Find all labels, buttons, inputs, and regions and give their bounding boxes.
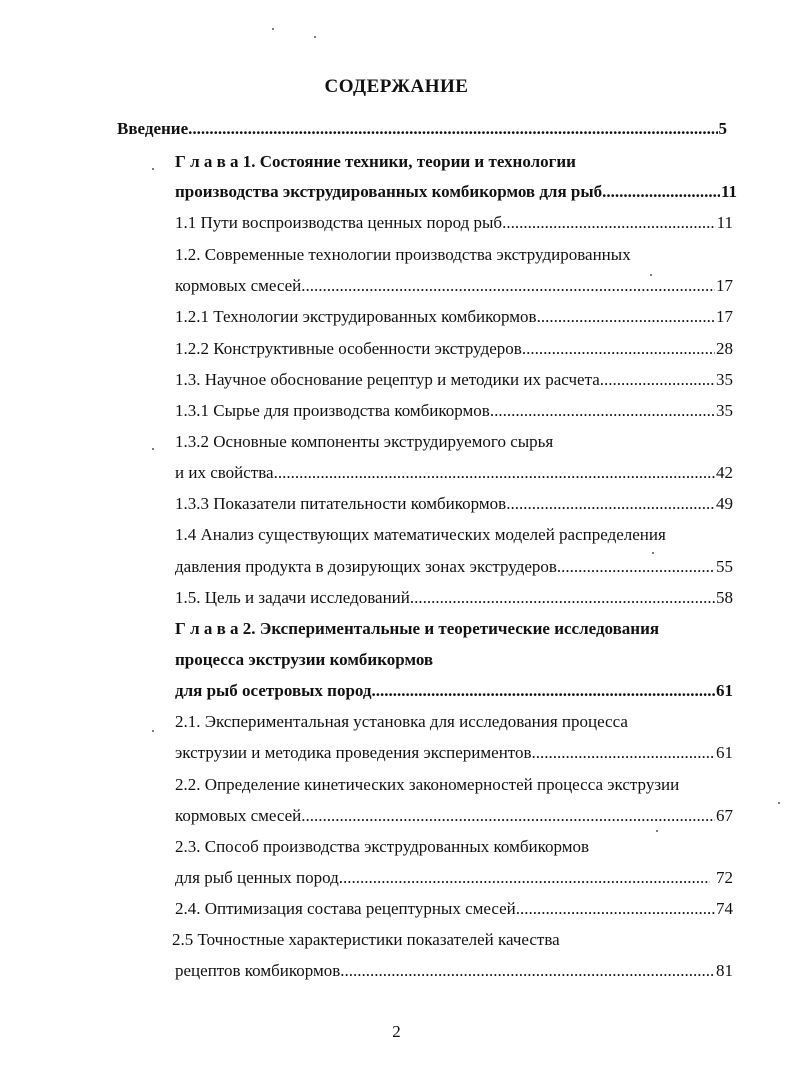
toc-entry-introduction	[117, 117, 727, 141]
scan-speck	[272, 28, 274, 30]
toc-entry-text: 1.3.2 Основные компоненты экструдируемого сырья	[175, 432, 554, 451]
toc-entry-2-2-cont	[175, 804, 733, 828]
toc-leader-dots	[516, 897, 715, 921]
toc-page-number: 81	[716, 961, 733, 980]
toc-entry-text: рецептов комбикормов	[175, 961, 341, 980]
toc-entry-1-2	[175, 243, 733, 267]
toc-entry-text: давления продукта в дозирующих зонах экструдеров	[175, 557, 557, 576]
scan-speck	[152, 168, 154, 170]
toc-page-number: 72	[716, 868, 733, 887]
toc-page-number: 11	[720, 182, 737, 201]
toc-chapter-1-heading-cont	[175, 180, 737, 204]
toc-page-number: 61	[716, 743, 733, 762]
toc-chapter-2-heading-cont	[175, 648, 733, 672]
toc-entry-text: 1.2. Современные технологии производства экструдированных	[175, 245, 631, 264]
toc-leader-dots	[522, 337, 715, 361]
toc-entry-text: экструзии и методика проведения экспериментов	[175, 743, 532, 762]
toc-entry-text: для рыб ценных пород	[175, 868, 339, 887]
toc-page-number: 74	[716, 899, 733, 918]
toc-leader-dots	[506, 492, 715, 516]
toc-entry-text: и их свойства	[175, 463, 274, 482]
toc-entry-1-2-2	[175, 337, 733, 361]
toc-page-number: 58	[716, 588, 733, 607]
toc-entry-2-1-cont	[175, 741, 733, 765]
toc-leader-dots	[600, 368, 715, 392]
toc-entry-text: 1.3.3 Показатели питательности комбикормов	[175, 494, 507, 513]
toc-entry-2-3-cont	[175, 866, 733, 890]
toc-entry-2-2	[175, 773, 735, 797]
toc-entry-1-2-1	[175, 305, 733, 329]
toc-entry-2-5-cont	[175, 959, 733, 983]
page-title: СОДЕРЖАНИЕ	[324, 76, 469, 97]
toc-leader-dots	[301, 274, 715, 298]
toc-entry-1-4	[175, 523, 735, 547]
page-number: 2	[392, 1022, 401, 1041]
toc-entry-text: 2.1. Экспериментальная установка для исследования процесса	[175, 712, 628, 731]
toc-entry-1-2-cont	[175, 274, 733, 298]
toc-entry-1-3-2-cont	[175, 461, 733, 485]
toc-page-number: 11	[716, 213, 733, 232]
toc-entry-text: 1.4 Анализ существующих математических моделей распределения	[175, 525, 666, 544]
toc-entry-text: 2.3. Способ производства экструдрованных комбикормов	[175, 837, 589, 856]
scan-speck	[152, 448, 154, 450]
toc-entry-text: процесса экструзии комбикормов	[175, 650, 434, 669]
toc-entry-text: 1.1 Пути воспроизводства ценных пород рыб	[175, 213, 503, 232]
toc-entry-1-5	[175, 586, 733, 610]
toc-entry-text: кормовых смесей	[175, 806, 302, 825]
toc-entry-text: 2.2. Определение кинетических закономерностей процесса экструзии	[175, 775, 680, 794]
toc-leader-dots	[372, 679, 715, 703]
toc-leader-dots	[557, 555, 715, 579]
scan-speck	[152, 730, 154, 732]
toc-entry-text: 1.5. Цель и задачи исследований	[175, 588, 410, 607]
toc-leader-dots	[339, 866, 710, 890]
scan-speck	[652, 552, 654, 554]
toc-leader-dots	[490, 399, 715, 423]
toc-entry-text: 1.3.1 Сырье для производства комбикормов	[175, 401, 490, 420]
toc-entry-2-5	[172, 928, 732, 952]
toc-entry-text: для рыб осетровых пород	[175, 681, 372, 700]
toc-entry-1-3-1	[175, 399, 733, 423]
toc-leader-dots	[502, 211, 716, 235]
toc-leader-dots	[301, 804, 715, 828]
scan-speck	[778, 802, 780, 804]
toc-leader-dots	[537, 305, 715, 329]
toc-page-number: 17	[716, 307, 733, 326]
toc-entry-2-4	[175, 897, 733, 921]
toc-chapter-1-heading	[175, 150, 735, 174]
toc-page-number: 67	[716, 806, 733, 825]
toc-chapter-2-heading-end	[175, 679, 733, 703]
toc-page-number: 28	[716, 339, 733, 358]
toc-page-number: 5	[718, 119, 727, 138]
toc-leader-dots	[274, 461, 715, 485]
toc-leader-dots	[532, 741, 715, 765]
toc-entry-1-3-2	[175, 430, 733, 454]
toc-leader-dots	[188, 117, 717, 141]
toc-entry-text: производства экструдированных комбикормов для рыб	[175, 182, 603, 201]
scan-speck	[650, 274, 652, 276]
toc-entry-text: 2.4. Оптимизация состава рецептурных смесей	[175, 899, 516, 918]
toc-leader-dots	[340, 959, 715, 983]
toc-entry-text: 1.2.2 Конструктивные особенности экструдеров	[175, 339, 522, 358]
toc-leader-dots	[602, 180, 720, 204]
toc-page-number: 35	[716, 370, 733, 389]
scan-speck	[656, 830, 658, 832]
toc-entry-text: Г л а в а 2. Экспериментальные и теоретические исследования	[175, 619, 660, 638]
toc-entry-1-3-3	[175, 492, 733, 516]
toc-entry-text: Введение	[117, 119, 189, 138]
toc-entry-text: кормовых смесей	[175, 276, 302, 295]
toc-page-number: 61	[716, 681, 733, 700]
toc-page-number: 42	[716, 463, 733, 482]
toc-page-number: 35	[716, 401, 733, 420]
toc-entry-text: 1.2.1 Технологии экструдированных комбикормов	[175, 307, 537, 326]
toc-entry-text: 1.3. Научное обоснование рецептур и методики их расчета	[175, 370, 600, 389]
toc-leader-dots	[410, 586, 715, 610]
toc-chapter-2-heading	[175, 617, 735, 641]
scan-speck	[314, 36, 316, 38]
toc-page-number: 55	[716, 557, 733, 576]
toc-entry-2-1	[175, 710, 735, 734]
toc-entry-1-4-cont	[175, 555, 733, 579]
toc-page-number: 49	[716, 494, 733, 513]
toc-entry-2-3	[175, 835, 733, 859]
toc-entry-1-3	[175, 368, 733, 392]
toc-page-number: 17	[716, 276, 733, 295]
toc-entry-text: Г л а в а 1. Состояние техники, теории и технологии	[175, 152, 576, 171]
toc-entry-1-1	[175, 211, 733, 235]
toc-entry-text: 2.5 Точностные характеристики показателей качества	[172, 930, 560, 949]
